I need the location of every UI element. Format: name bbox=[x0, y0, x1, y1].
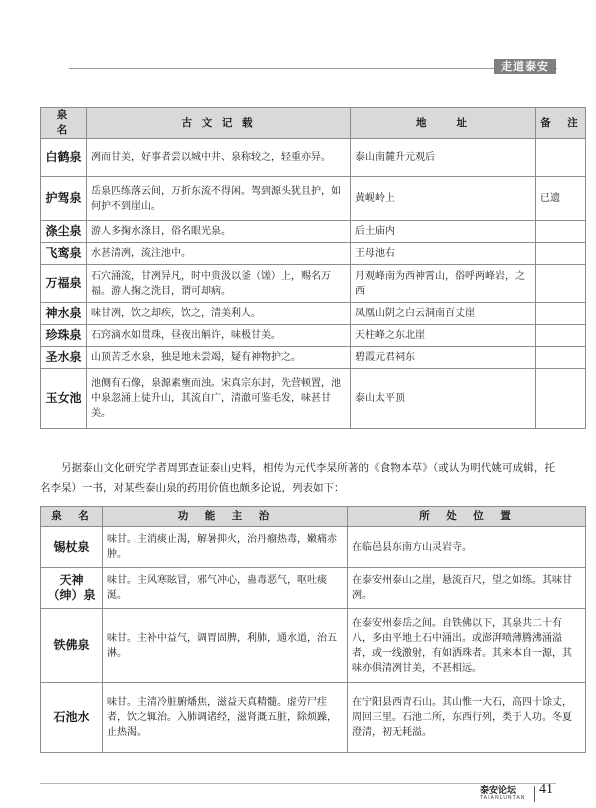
spring-location: 在泰安州泰山之崖，悬流百尺，望之如练。其味甘冽。 bbox=[348, 568, 586, 609]
spring-name: 护驾泉 bbox=[41, 177, 87, 221]
spring-note bbox=[536, 369, 586, 429]
header-spring-name: 泉 名 bbox=[41, 108, 87, 139]
spring-function: 味甘。主风寒眩冒，邪气冲心，蛊毒恶气，呕吐痰涎。 bbox=[103, 568, 348, 609]
spring-name: 飞鸾泉 bbox=[41, 243, 87, 265]
table-row bbox=[41, 347, 586, 369]
footer-rule bbox=[40, 783, 556, 784]
body-paragraph: 另据泰山文化研究学者周郢查证泰山史料，相传为元代李杲所著的《食物本草》（或认为明代姚可成辑，托名李杲）一书，对某些泰山泉的药用价值也颇多论说，列表如下： bbox=[40, 462, 555, 494]
spring-address: 碧霞元君祠东 bbox=[351, 347, 536, 369]
spring-name: 天神（绅）泉 bbox=[41, 568, 103, 609]
spring-name: 石池水 bbox=[41, 683, 103, 753]
footer-divider bbox=[534, 786, 535, 802]
header-function: 功 能 主 治 bbox=[103, 507, 348, 527]
page-number: 41 bbox=[539, 782, 553, 797]
spring-address: 王母池右 bbox=[351, 243, 536, 265]
table-row bbox=[41, 683, 586, 753]
header-address: 地 址 bbox=[351, 108, 536, 139]
spring-address: 黄岘岭上 bbox=[351, 177, 536, 221]
spring-name: 锡杖泉 bbox=[41, 527, 103, 568]
table-row bbox=[41, 265, 586, 303]
spring-record: 石窍滴水如贯珠，昼夜出斛许，味极甘美。 bbox=[87, 325, 351, 347]
header-rule bbox=[69, 68, 557, 69]
spring-address: 月观峰南为西神霄山，俗呼两峰岩，之西 bbox=[351, 265, 536, 303]
spring-address: 天柱峰之东北崖 bbox=[351, 325, 536, 347]
spring-name: 涤尘泉 bbox=[41, 221, 87, 243]
spring-note bbox=[536, 265, 586, 303]
spring-function: 味甘。主清冷脏腑燔焦，滋益天真精髓。虚劳尸疰者，饮之辄治。入肺调诸经，滋肾溉五脏，除烦躁，止热渴。 bbox=[103, 683, 348, 753]
spring-record: 池侧有石像，泉源素壅而浊。宋真宗东封，先营顿置，池中泉忽涌上徒升山，其流自广，清澈可鉴毛发，味甚甘美。 bbox=[87, 369, 351, 429]
spring-name: 玉女池 bbox=[41, 369, 87, 429]
header-spring-name: 泉 名 bbox=[41, 507, 103, 527]
header-ancient-record: 古 文 记 载 bbox=[87, 108, 351, 139]
spring-location: 在临邑县东南方山灵岩寺。 bbox=[348, 527, 586, 568]
springs-records-table bbox=[40, 107, 586, 429]
spring-location: 在宁阳县西青石山。其山惟一大石，高四十馀丈，周回三里。石池二所，东西行列，类于人功。冬夏澄清，初无耗溢。 bbox=[348, 683, 586, 753]
spring-record: 岳泉匹练落云间，万折东流不得闲。驾到源头犹且护，如何护不到崖山。 bbox=[87, 177, 351, 221]
spring-function: 味甘。主消痰止渴，解暑抑火，治丹瘤热毒，嫩痛赤肿。 bbox=[103, 527, 348, 568]
spring-name: 圣水泉 bbox=[41, 347, 87, 369]
table-row bbox=[41, 527, 586, 568]
spring-name: 神水泉 bbox=[41, 303, 87, 325]
table-row bbox=[41, 325, 586, 347]
section-tag: 走道泰安 bbox=[494, 59, 556, 74]
spring-note bbox=[536, 221, 586, 243]
spring-note bbox=[536, 303, 586, 325]
spring-note bbox=[536, 243, 586, 265]
table-row bbox=[41, 369, 586, 429]
table-row bbox=[41, 568, 586, 609]
spring-note bbox=[536, 325, 586, 347]
spring-name: 白鹤泉 bbox=[41, 139, 87, 177]
journal-pinyin: TAIANLUNTAN bbox=[480, 795, 526, 801]
table-row bbox=[41, 177, 586, 221]
header-location: 所 处 位 置 bbox=[348, 507, 586, 527]
spring-name: 铁佛泉 bbox=[41, 609, 103, 683]
springs-medicinal-table bbox=[40, 506, 586, 753]
spring-address: 泰山南麓升元观后 bbox=[351, 139, 536, 177]
table-header-row bbox=[41, 507, 586, 527]
spring-record: 石穴涌流，甘冽异凡，时中贵汲以釜（馐）上，赐名万福。游人掬之洗目，谓可却病。 bbox=[87, 265, 351, 303]
spring-address: 后土庙内 bbox=[351, 221, 536, 243]
spring-location: 在泰安州泰岳之间。自铁佛以下，其泉共二十有八，多由平地土石中涌出。或澎湃喷薄腾沸涌溢者，或一线激射，有如洒珠者。其来本自一源，其味亦俱清冽甘美，不甚相远。 bbox=[348, 609, 586, 683]
table-row bbox=[41, 609, 586, 683]
spring-note: 已遗 bbox=[536, 177, 586, 221]
spring-note bbox=[536, 347, 586, 369]
spring-address: 凤凰山阴之白云洞南百丈崖 bbox=[351, 303, 536, 325]
spring-record: 冽而甘美，好事者尝以城中井、泉称较之，轻重亦异。 bbox=[87, 139, 351, 177]
spring-record: 水甚清冽，流注池中。 bbox=[87, 243, 351, 265]
spring-record: 游人多掬水涤目，俗名眼光泉。 bbox=[87, 221, 351, 243]
table-header-row bbox=[41, 108, 586, 139]
table-row bbox=[41, 139, 586, 177]
spring-address: 泰山太平顶 bbox=[351, 369, 536, 429]
table-row bbox=[41, 303, 586, 325]
table-row bbox=[41, 243, 586, 265]
spring-function: 味甘。主补中益气，调胃固脾，利肺，通水道，治五淋。 bbox=[103, 609, 348, 683]
spring-name: 珍珠泉 bbox=[41, 325, 87, 347]
spring-name: 万福泉 bbox=[41, 265, 87, 303]
spring-note bbox=[536, 139, 586, 177]
table-row bbox=[41, 221, 586, 243]
spring-record: 味甘冽，饮之却疾，饮之，清美利人。 bbox=[87, 303, 351, 325]
spring-record: 山顶苦乏水泉，独是地未尝竭，疑有神物护之。 bbox=[87, 347, 351, 369]
header-note: 备 注 bbox=[536, 108, 586, 139]
journal-name: 泰安论坛 bbox=[480, 786, 517, 796]
